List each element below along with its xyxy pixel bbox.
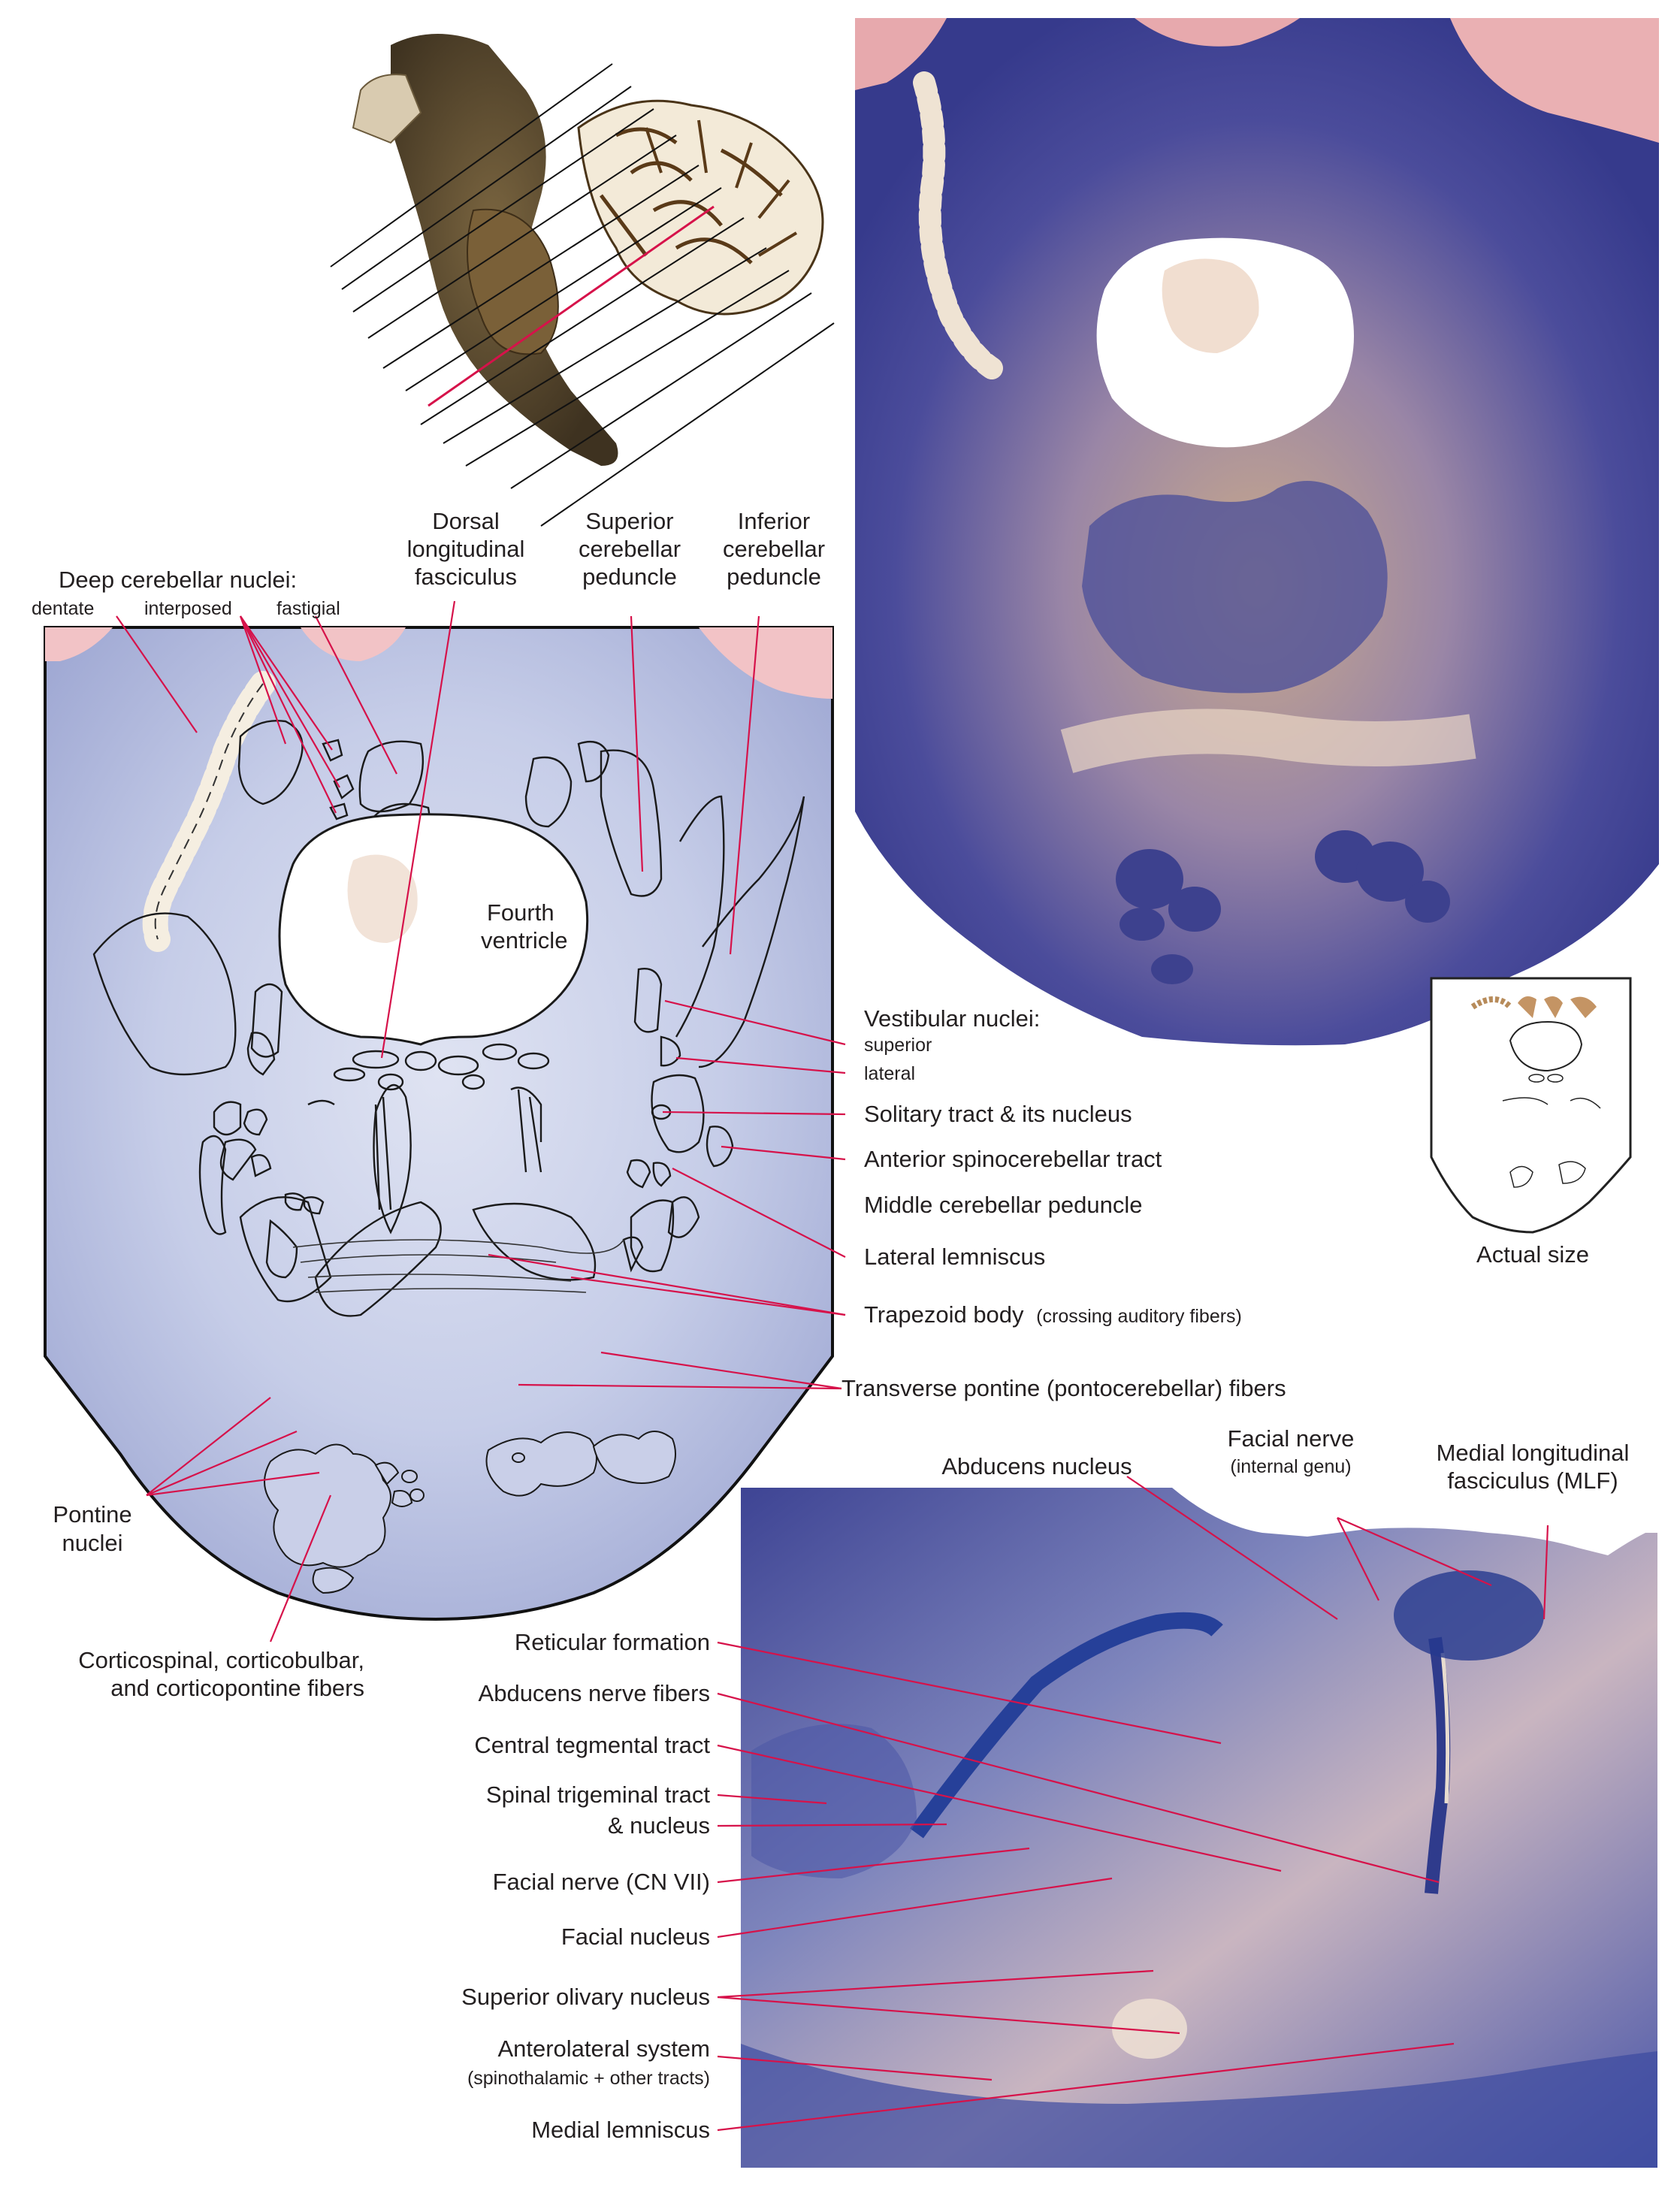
interposed-label: interposed [144,598,232,619]
scp-label-3: peduncle [582,564,677,590]
actual-size-inset [1431,978,1630,1268]
facial-nucleus-label: Facial nucleus [561,1924,710,1950]
pons-photograph [855,18,1659,1045]
transverse-pontine-label: Transverse pontine (pontocerebellar) fibers [842,1375,1286,1401]
trapezoid-body-label [864,1301,1242,1328]
sagittal-specimen [331,34,834,526]
scp-label-1: Superior [585,508,674,534]
fourth-ventricle-label-line2: ventricle [481,927,568,953]
pons-diagram [45,627,832,1619]
actual-size-label: Actual size [1476,1241,1589,1268]
dorsal-lf-label-2: longitudinal [406,536,525,562]
icp-label-1: Inferior [737,508,811,534]
corticospinal-label-2: and corticopontine fibers [110,1675,364,1701]
facial-nerve-genu-label-1: Facial nerve [1227,1425,1355,1452]
deep-cerebellar-nuclei-label: Deep cerebellar nuclei: [59,567,298,593]
dentate-label: dentate [32,598,95,619]
icp-label-2: cerebellar [722,536,826,562]
mlf-label-2: fasciculus (MLF) [1447,1467,1618,1494]
central-tegmental-label: Central tegmental tract [474,1732,710,1758]
reticular-formation-label: Reticular formation [514,1629,710,1655]
vestibular-lateral-label: lateral [864,1063,916,1084]
vestibular-nuclei-label: Vestibular nuclei: [864,1005,1041,1032]
anterolateral-label-1: Anterolateral system [497,2035,710,2062]
diagram-background [45,627,832,1619]
anterolateral-label-2: (spinothalamic + other tracts) [467,2068,710,2089]
abducens-nucleus-label: Abducens nucleus [941,1453,1132,1479]
lateral-lemniscus-label: Lateral lemniscus [864,1244,1046,1270]
solitary-label: Solitary tract & its nucleus [864,1101,1132,1127]
mlf-label-1: Medial longitudinal [1436,1440,1630,1466]
trapezoid-body-name: Trapezoid body [864,1301,1024,1328]
medial-lemniscus-label: Medial lemniscus [531,2117,710,2143]
pontine-nuclei-label-2: nuclei [62,1530,123,1556]
vestibular-superior-label: superior [864,1035,932,1056]
cerebellum-foliage [579,101,823,314]
superior-olivary-label: Superior olivary nucleus [461,1984,710,2010]
trapezoid-body-note: (crossing auditory fibers) [1036,1306,1242,1327]
facial-nerve-cn7-label: Facial nerve (CN VII) [492,1869,710,1895]
spinal-trigeminal-label-2: & nucleus [607,1812,710,1839]
fastigial-label: fastigial [276,598,340,619]
dorsal-lf-label-3: fasciculus [414,564,518,590]
icp-label-3: peduncle [727,564,821,590]
abducens-fibers-label: Abducens nerve fibers [478,1680,710,1706]
scp-label-2: cerebellar [578,536,681,562]
corticospinal-label-1: Corticospinal, corticobulbar, [78,1647,364,1673]
spinal-trigeminal-label-1: Spinal trigeminal tract [485,1781,710,1808]
facial-nerve-genu-label-2: (internal genu) [1230,1456,1352,1477]
dorsal-lf-label-1: Dorsal [432,508,500,534]
fourth-ventricle-label-line1: Fourth [487,899,554,926]
tegmentum-photograph [741,1488,1657,2168]
pontine-nuclei-label-1: Pontine [53,1501,132,1528]
anterior-spinocerebellar-label: Anterior spinocerebellar tract [864,1146,1162,1172]
mcp-label: Middle cerebellar peduncle [864,1192,1143,1218]
